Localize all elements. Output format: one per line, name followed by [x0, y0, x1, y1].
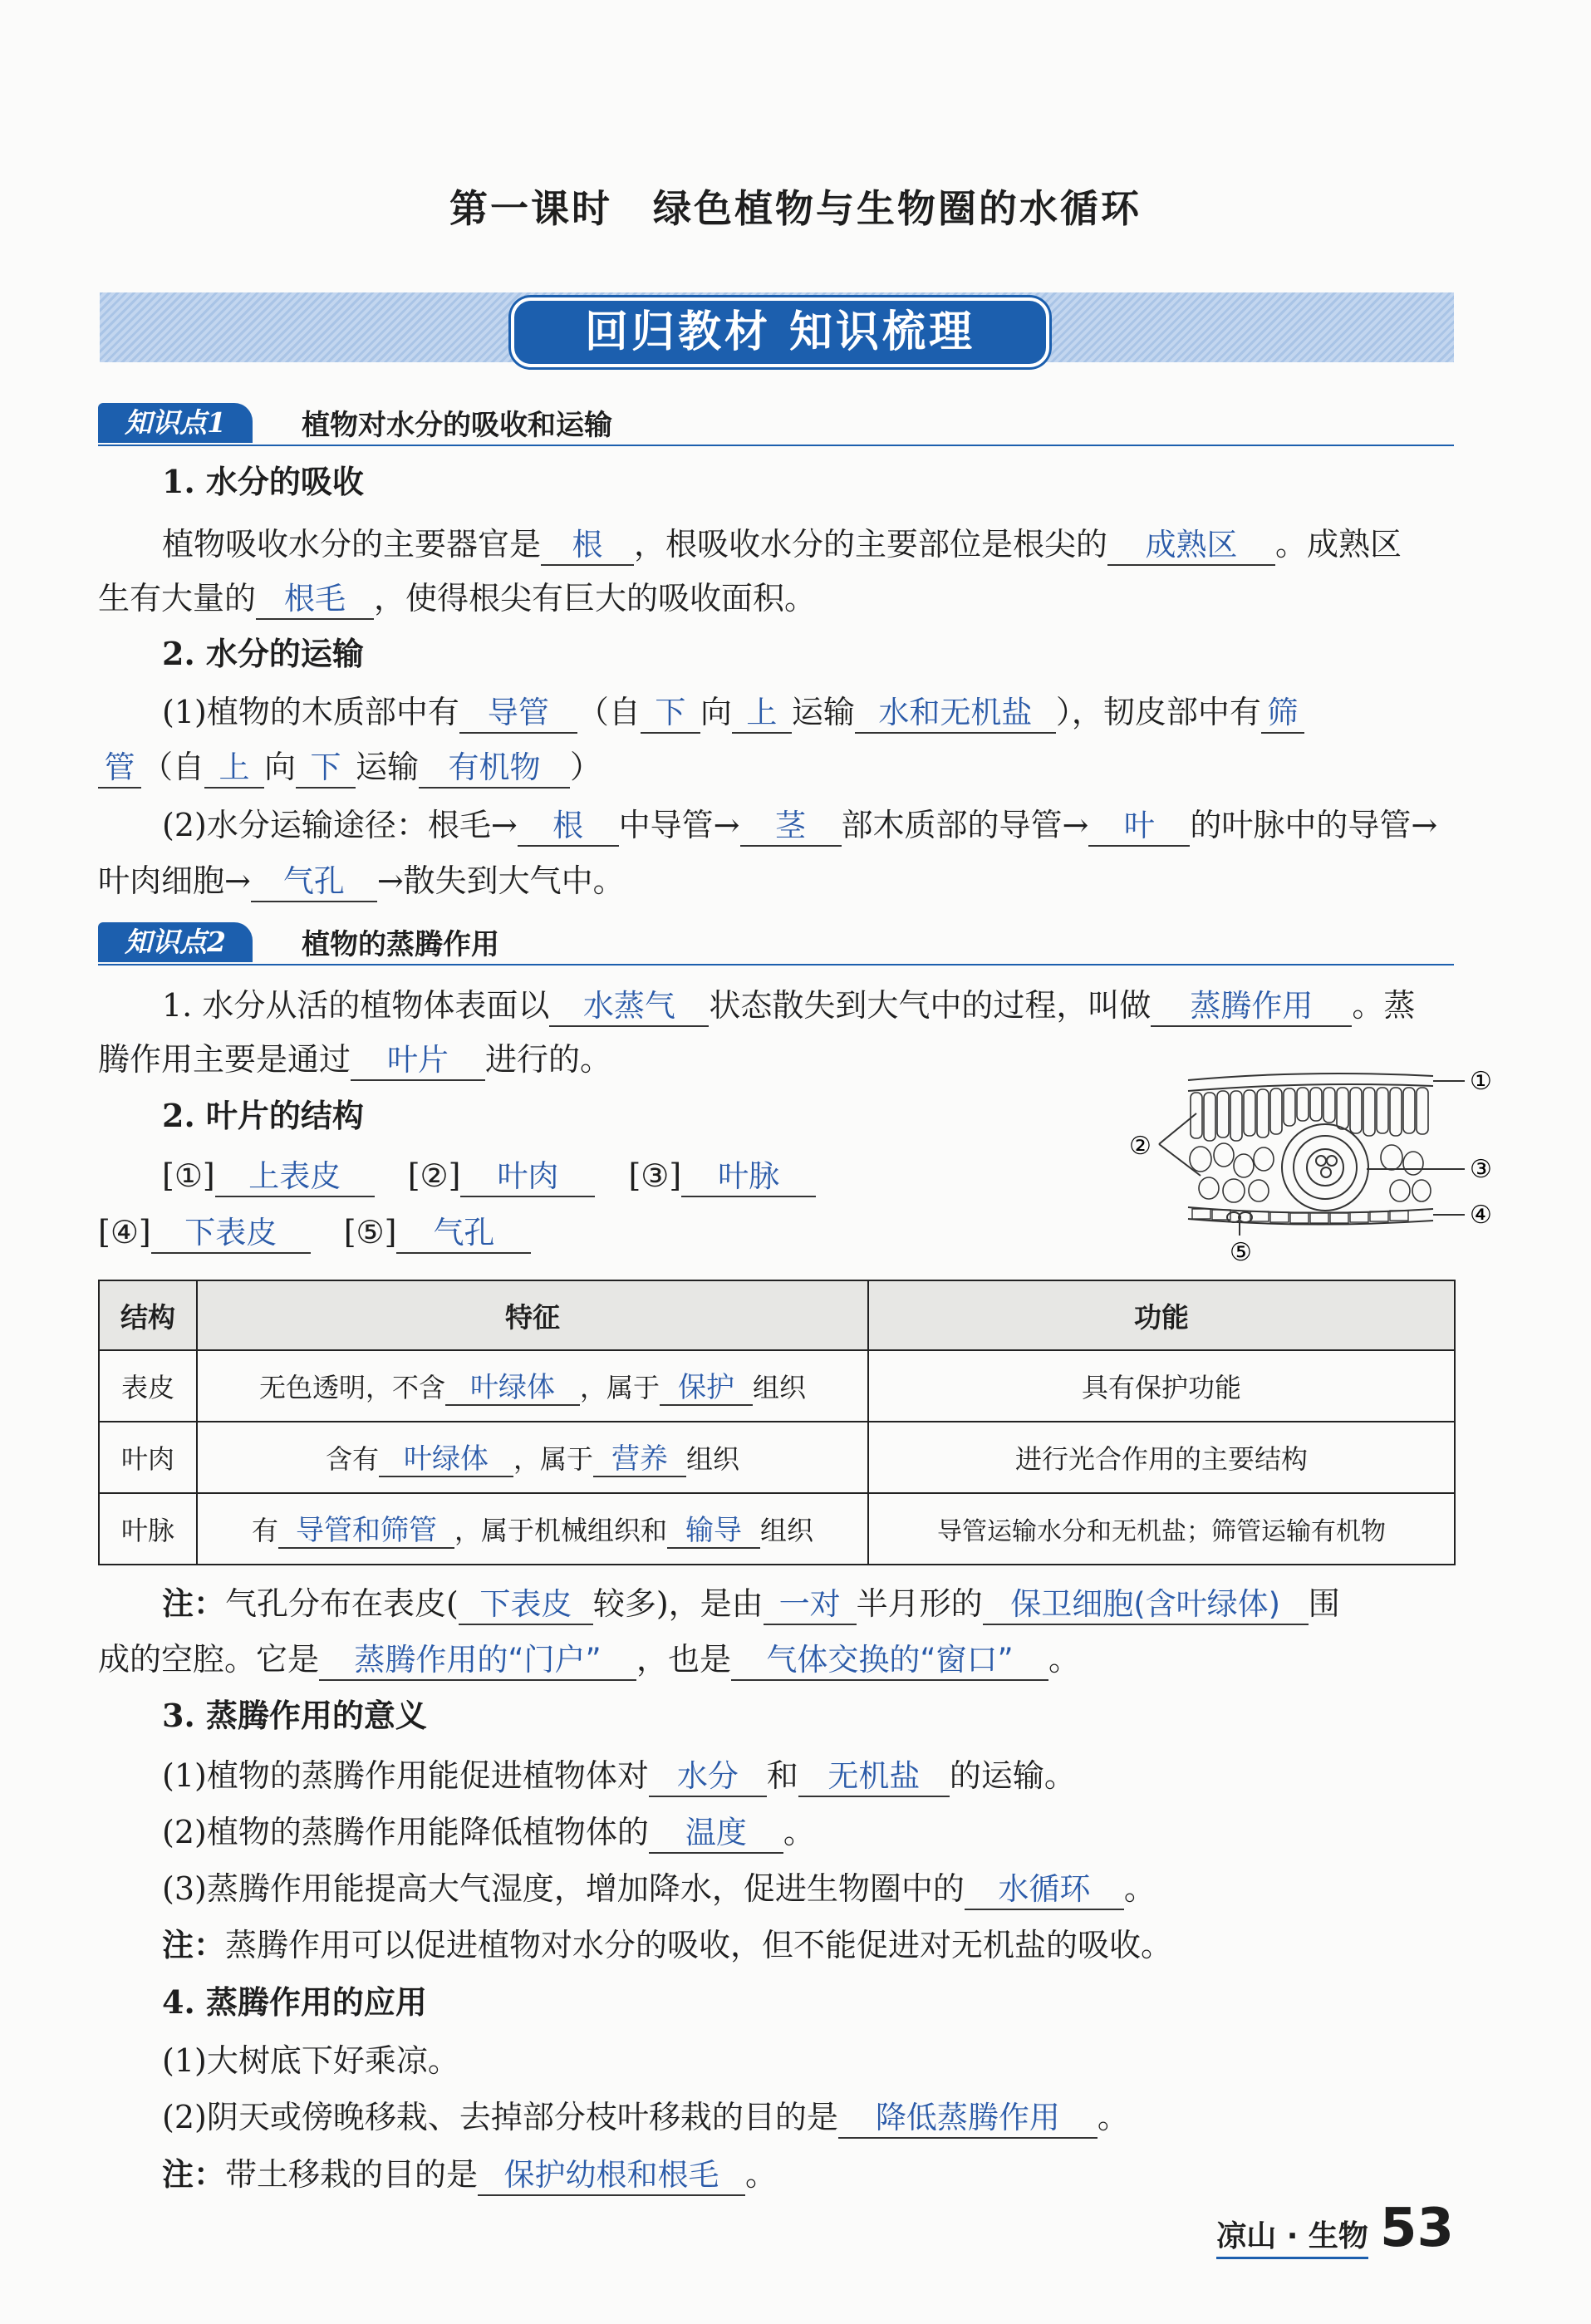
- text-line: 腾作用主要是通过 叶片 进行的。: [98, 1039, 611, 1081]
- table-row: [99, 1350, 1455, 1422]
- answer-blank: 水和无机盐: [855, 694, 1056, 734]
- text-line: 注：蒸腾作用可以促进植物对水分的吸收，但不能促进对无机盐的吸收。: [162, 1926, 1173, 1963]
- table-cell: 表皮: [99, 1350, 197, 1422]
- answer-blank: 上表皮: [215, 1157, 375, 1197]
- answer-blank: 叶绿体: [445, 1371, 580, 1406]
- knowledge-point-tag: 知识点1: [98, 403, 253, 443]
- answer-blank: 叶肉: [460, 1157, 595, 1197]
- answer-blank: 叶脉: [681, 1157, 816, 1197]
- text-line: 生有大量的 根毛 ，使得根尖有巨大的吸收面积。: [98, 577, 816, 620]
- answer-blank: 叶片: [351, 1041, 485, 1081]
- answer-blank: 无机盐: [798, 1757, 950, 1797]
- text-line: 叶肉细胞→ 气孔 →散失到大气中。: [98, 860, 625, 902]
- answer-blank: 叶: [1088, 807, 1190, 847]
- answer-blank: 蒸腾作用: [1151, 987, 1352, 1027]
- diagram-label-2: ②: [1129, 1132, 1152, 1161]
- answer-blank: 上: [732, 694, 792, 734]
- page-footer: [1216, 2198, 1454, 2259]
- text-line: [①] 上表皮 [②] 叶肉 [③] 叶脉: [162, 1155, 816, 1197]
- knowledge-point-2-header: [98, 922, 1454, 965]
- text-line: (1)植物的木质部中有 导管 （自 下 向 上 运输 水和无机盐 ），韧皮部中有 筛: [162, 691, 1304, 734]
- table-header: 功能: [868, 1280, 1455, 1350]
- answer-blank: 茎: [740, 807, 842, 847]
- text-line: 1. 水分从活的植物体表面以 水蒸气 状态散失到大气中的过程，叫做 蒸腾作用 。蒸: [162, 985, 1415, 1027]
- answer-blank: 气孔: [396, 1214, 531, 1254]
- text-line: [④] 下表皮 [⑤] 气孔: [98, 1211, 531, 1254]
- answer-blank: 下表皮: [459, 1585, 593, 1625]
- knowledge-point-title: 植物的蒸腾作用: [302, 928, 499, 961]
- table-cell: 导管运输水分和无机盐；筛管运输有机物: [868, 1493, 1455, 1565]
- table-header: 结构: [99, 1280, 197, 1350]
- answer-blank: 保护幼根和根毛: [478, 2156, 745, 2196]
- answer-blank: 根: [541, 526, 634, 566]
- text-line: (2)水分运输途径：根毛→ 根 中导管→ 茎 部木质部的导管→ 叶 的叶脉中的导管→: [162, 804, 1437, 847]
- table-cell: 叶脉: [99, 1493, 197, 1565]
- answer-blank: 水循环: [965, 1870, 1124, 1910]
- answer-blank: 营养: [593, 1442, 686, 1477]
- text-line: (2)植物的蒸腾作用能降低植物体的 温度 。: [162, 1811, 815, 1854]
- answer-blank: 保护: [660, 1371, 753, 1406]
- text-line: (2)阴天或傍晚移栽、去掉部分枝叶移栽的目的是 降低蒸腾作用 。: [162, 2096, 1129, 2139]
- answer-blank: 一对: [764, 1585, 857, 1625]
- answer-blank: 成熟区: [1107, 526, 1275, 566]
- answer-blank: 筛: [1261, 694, 1304, 734]
- table-row: [99, 1422, 1455, 1493]
- text-line: 成的空腔。它是 蒸腾作用的“门户” ，也是 气体交换的“窗口” 。: [98, 1639, 1080, 1681]
- answer-blank: 保卫细胞(含叶绿体): [983, 1585, 1309, 1625]
- section-heading: 2. 叶片的结构: [162, 1097, 364, 1134]
- page-title: 第一课时 绿色植物与生物圈的水循环: [449, 186, 1142, 231]
- answer-blank: 水分: [649, 1757, 767, 1797]
- answer-blank: 根毛: [256, 580, 374, 620]
- table-cell: 含有 叶绿体 ，属于 营养 组织: [197, 1422, 868, 1493]
- leaf-cross-section-diagram: [1117, 1051, 1492, 1267]
- page-number: 53: [1379, 2198, 1454, 2259]
- knowledge-point-tag: 知识点2: [98, 922, 253, 962]
- text-line: (3)蒸腾作用能提高大气湿度，增加降水，促进生物圈中的 水循环 。: [162, 1868, 1156, 1910]
- section-heading: 1. 水分的吸收: [162, 463, 364, 500]
- diagram-label-5: ⑤: [1230, 1238, 1252, 1267]
- table-cell: 进行光合作用的主要结构: [868, 1422, 1455, 1493]
- section-banner: 回归教材 知识梳理: [511, 297, 1049, 367]
- answer-blank: 有机物: [419, 749, 570, 789]
- text-line: (1)大树底下好乘凉。: [162, 2042, 459, 2079]
- section-heading: 3. 蒸腾作用的意义: [162, 1697, 427, 1734]
- table-header: 特征: [197, 1280, 868, 1350]
- table-cell: 有 导管和筛管 ，属于机械组织和 输导 组织: [197, 1493, 868, 1565]
- answer-blank: 气孔: [251, 862, 377, 902]
- answer-blank: 导管: [459, 694, 577, 734]
- section-heading: 4. 蒸腾作用的应用: [162, 1983, 427, 2021]
- table-cell: 叶肉: [99, 1422, 197, 1493]
- answer-blank: 水蒸气: [549, 987, 709, 1027]
- answer-blank: 下表皮: [151, 1214, 311, 1254]
- answer-blank: 根: [518, 807, 619, 847]
- table-cell: 具有保护功能: [868, 1350, 1455, 1422]
- text-line: 注：带土移栽的目的是 保护幼根和根毛 。: [162, 2154, 777, 2196]
- answer-blank: 气体交换的“窗口”: [731, 1641, 1048, 1681]
- text-line: 注：气孔分布在表皮( 下表皮 较多)，是由 一对 半月形的 保卫细胞(含叶绿体) 围: [162, 1583, 1340, 1625]
- section-heading: 2. 水分的运输: [162, 635, 364, 672]
- text-line: 植物吸收水分的主要器官是 根 ，根吸收水分的主要部位是根尖的 成熟区 。成熟区: [162, 523, 1402, 566]
- leaf-structure-table: [98, 1280, 1456, 1565]
- diagram-label-4: ④: [1470, 1201, 1492, 1230]
- text-line: (1)植物的蒸腾作用能促进植物体对 水分 和 无机盐 的运输。: [162, 1755, 1076, 1797]
- footer-label: 凉山 · 生物: [1216, 2219, 1368, 2259]
- table-row: [99, 1493, 1455, 1565]
- knowledge-point-1-header: [98, 403, 1454, 446]
- answer-blank: 下: [641, 694, 700, 734]
- answer-blank: 降低蒸腾作用: [838, 2099, 1097, 2139]
- answer-blank: 下: [296, 749, 356, 789]
- answer-blank: 温度: [649, 1814, 783, 1854]
- table-cell: 无色透明，不含 叶绿体 ，属于 保护 组织: [197, 1350, 868, 1422]
- text-line: 管 （自 上 向 下 运输 有机物 ）: [98, 746, 602, 789]
- knowledge-point-title: 植物对水分的吸收和运输: [302, 409, 612, 442]
- answer-blank: 蒸腾作用的“门户”: [319, 1641, 636, 1681]
- answer-blank: 导管和筛管: [278, 1514, 454, 1549]
- answer-blank: 叶绿体: [379, 1442, 513, 1477]
- answer-blank: 管: [98, 749, 141, 789]
- diagram-label-1: ①: [1470, 1067, 1492, 1096]
- answer-blank: 输导: [667, 1514, 760, 1549]
- answer-blank: 上: [204, 749, 264, 789]
- diagram-label-3: ③: [1470, 1155, 1492, 1184]
- table-header-row: [99, 1280, 1455, 1350]
